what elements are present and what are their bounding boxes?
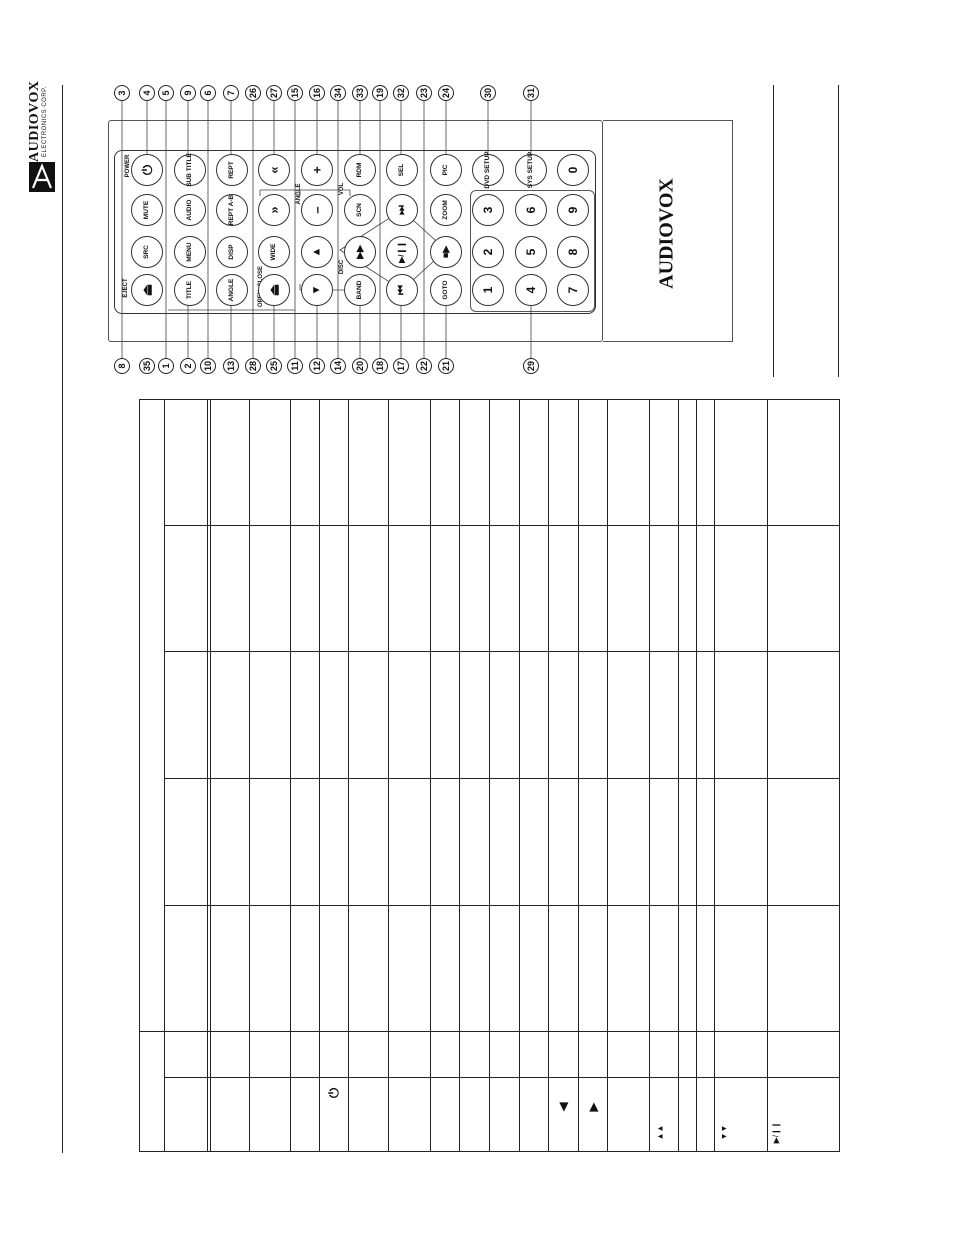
title-button[interactable]: TITLE — [174, 274, 206, 306]
callout-top-12: 33 — [352, 85, 368, 101]
disc-down-button[interactable]: ▼ — [301, 274, 333, 306]
table-down-double-icon: ▼▼ — [719, 1124, 729, 1141]
callout-bottom-8: 25 — [266, 358, 282, 374]
num-4-button[interactable]: 4 — [515, 274, 547, 306]
num-2-button[interactable]: 2 — [472, 236, 504, 268]
table-row-sep — [207, 399, 208, 1152]
table-row-sep — [548, 399, 549, 1152]
table-right-arrow-icon: ▶ — [586, 1102, 600, 1112]
callout-top-10: 16 — [309, 85, 325, 101]
callout-bottom-5: 10 — [200, 358, 216, 374]
back-button[interactable]: « — [258, 154, 290, 186]
rept-ab-button[interactable]: REPT A-B — [216, 194, 248, 226]
callout-top-14: 32 — [393, 85, 409, 101]
table-row-sep — [210, 399, 211, 1152]
pic-button[interactable]: PIC — [430, 154, 462, 186]
label-eject: EJECT — [123, 278, 129, 298]
sys-setup-button[interactable]: SYS SETUP — [515, 154, 547, 186]
mute-button[interactable]: MUTE — [131, 194, 163, 226]
table-col-sep — [164, 525, 840, 526]
rept-button[interactable]: REPT — [216, 154, 248, 186]
table-left-arrow-icon: ◀ — [556, 1102, 570, 1112]
table-up-double-icon: ▲▲ — [655, 1124, 665, 1141]
next-button[interactable]: ⏭ — [386, 194, 418, 226]
play-pause-button[interactable]: ▶/❙❙ — [386, 236, 418, 268]
callout-bottom-15: 22 — [416, 358, 432, 374]
callout-bottom-13: 18 — [372, 358, 388, 374]
num-6-button[interactable]: 6 — [515, 194, 547, 226]
table-row-sep — [319, 399, 320, 1152]
dvd-setup-button[interactable]: DVD SETUP — [472, 154, 504, 186]
label-vol: VOL — [339, 182, 345, 196]
table-row-sep — [714, 399, 715, 1152]
callout-top-18: 31 — [523, 85, 539, 101]
disc-up-button[interactable]: ▲ — [301, 236, 333, 268]
callout-bottom-9: 11 — [287, 358, 303, 374]
callout-bottom-11: 14 — [330, 358, 346, 374]
table-row-sep — [696, 399, 697, 1152]
num-9-button[interactable]: 9 — [557, 194, 589, 226]
callout-bottom-10: 12 — [309, 358, 325, 374]
callout-top-3: 5 — [158, 85, 174, 101]
table-play-pause-icon: ▶/❙❙ — [771, 1121, 781, 1144]
callout-top-5: 6 — [200, 85, 216, 101]
band-button[interactable]: BAND — [344, 274, 376, 306]
menu-button[interactable]: MENU — [174, 236, 206, 268]
callout-bottom-3: 1 — [158, 358, 174, 374]
brand-name: AUDIOVOX — [27, 80, 42, 162]
src-button[interactable]: SRC — [131, 236, 163, 268]
callout-bottom-12: 20 — [352, 358, 368, 374]
callout-top-2: 4 — [139, 85, 155, 101]
callout-top-1: 3 — [114, 85, 130, 101]
table-border-left — [139, 399, 140, 1152]
label-angle: ANGLE — [296, 183, 302, 205]
table-col-sep — [139, 1031, 840, 1032]
num-3-button[interactable]: 3 — [472, 194, 504, 226]
audio-button[interactable]: AUDIO — [174, 194, 206, 226]
num-0-button[interactable]: 0 — [557, 154, 589, 186]
table-row-sep — [348, 399, 349, 1152]
table-col-sep — [164, 1077, 840, 1078]
callout-bottom-6: 13 — [223, 358, 239, 374]
table-col-sep — [164, 778, 840, 779]
scn-button[interactable]: SCN — [344, 194, 376, 226]
table-row-sep — [607, 399, 608, 1152]
table-col-sep — [164, 651, 840, 652]
prev-button[interactable]: ⏮ — [386, 274, 418, 306]
callout-top-4: 9 — [180, 85, 196, 101]
eject-button[interactable]: ⏏ — [131, 274, 163, 306]
callout-top-8: 27 — [266, 85, 282, 101]
vol-plus-button[interactable]: + — [301, 154, 333, 186]
table-row-sep — [459, 399, 460, 1152]
table-row-sep — [578, 399, 579, 1152]
table-row-sep — [678, 399, 679, 1152]
callout-bottom-17: 29 — [523, 358, 539, 374]
stop-button[interactable]: ■▶ — [430, 236, 462, 268]
power-button[interactable]: ⏻ — [131, 154, 163, 186]
callout-top-17: 30 — [480, 85, 496, 101]
forward-button[interactable]: » — [258, 194, 290, 226]
vol-minus-button[interactable]: – — [301, 194, 333, 226]
num-5-button[interactable]: 5 — [515, 236, 547, 268]
label-power: POWER — [125, 154, 131, 178]
table-row-sep — [649, 399, 650, 1152]
table-row-sep — [489, 399, 490, 1152]
table-row-sep — [767, 399, 768, 1152]
table-row-sep — [290, 399, 291, 1152]
callout-bottom-7: 28 — [245, 358, 261, 374]
callout-top-7: 26 — [245, 85, 261, 101]
label-disc: DISC — [339, 259, 345, 275]
num-7-button[interactable]: 7 — [557, 274, 589, 306]
callout-top-6: 7 — [223, 85, 239, 101]
zoom-button[interactable]: ZOOM — [430, 194, 462, 226]
brand-subtitle: ELECTRONICS CORP. — [42, 85, 48, 157]
callout-bottom-2: 35 — [139, 358, 155, 374]
open-button[interactable]: ⏏ — [258, 274, 290, 306]
subtitle-button[interactable]: SUB TITLE — [174, 154, 206, 186]
table-row-sep — [388, 399, 389, 1152]
sel-button[interactable]: SEL — [386, 154, 418, 186]
remote-brand-label: AUDIOVOX — [655, 178, 678, 289]
table-col-sep — [164, 905, 840, 906]
angle-button[interactable]: ANGLE — [216, 274, 248, 306]
table-power-icon: ⏻ — [326, 1087, 341, 1099]
table-border-right — [839, 399, 840, 1152]
callout-top-13: 19 — [372, 85, 388, 101]
table-row-sep — [519, 399, 520, 1152]
callout-bottom-1: 8 — [114, 358, 130, 374]
callout-top-9: 15 — [287, 85, 303, 101]
num-8-button[interactable]: 8 — [557, 236, 589, 268]
num-1-button[interactable]: 1 — [472, 274, 504, 306]
fast-forward-button[interactable]: ▶▶ — [344, 236, 376, 268]
goto-button[interactable]: GOTO — [430, 274, 462, 306]
callout-top-15: 23 — [416, 85, 432, 101]
table-row-sep — [164, 399, 165, 1152]
disp-button[interactable]: DISP — [216, 236, 248, 268]
callout-bottom-14: 17 — [393, 358, 409, 374]
callout-top-11: 34 — [330, 85, 346, 101]
callout-bottom-4: 2 — [180, 358, 196, 374]
table-row-sep — [430, 399, 431, 1152]
table-row-sep — [249, 399, 250, 1152]
callout-bottom-16: 21 — [438, 358, 454, 374]
wide-button[interactable]: WIDE — [258, 236, 290, 268]
rdm-button[interactable]: RDM — [344, 154, 376, 186]
callout-top-16: 24 — [438, 85, 454, 101]
